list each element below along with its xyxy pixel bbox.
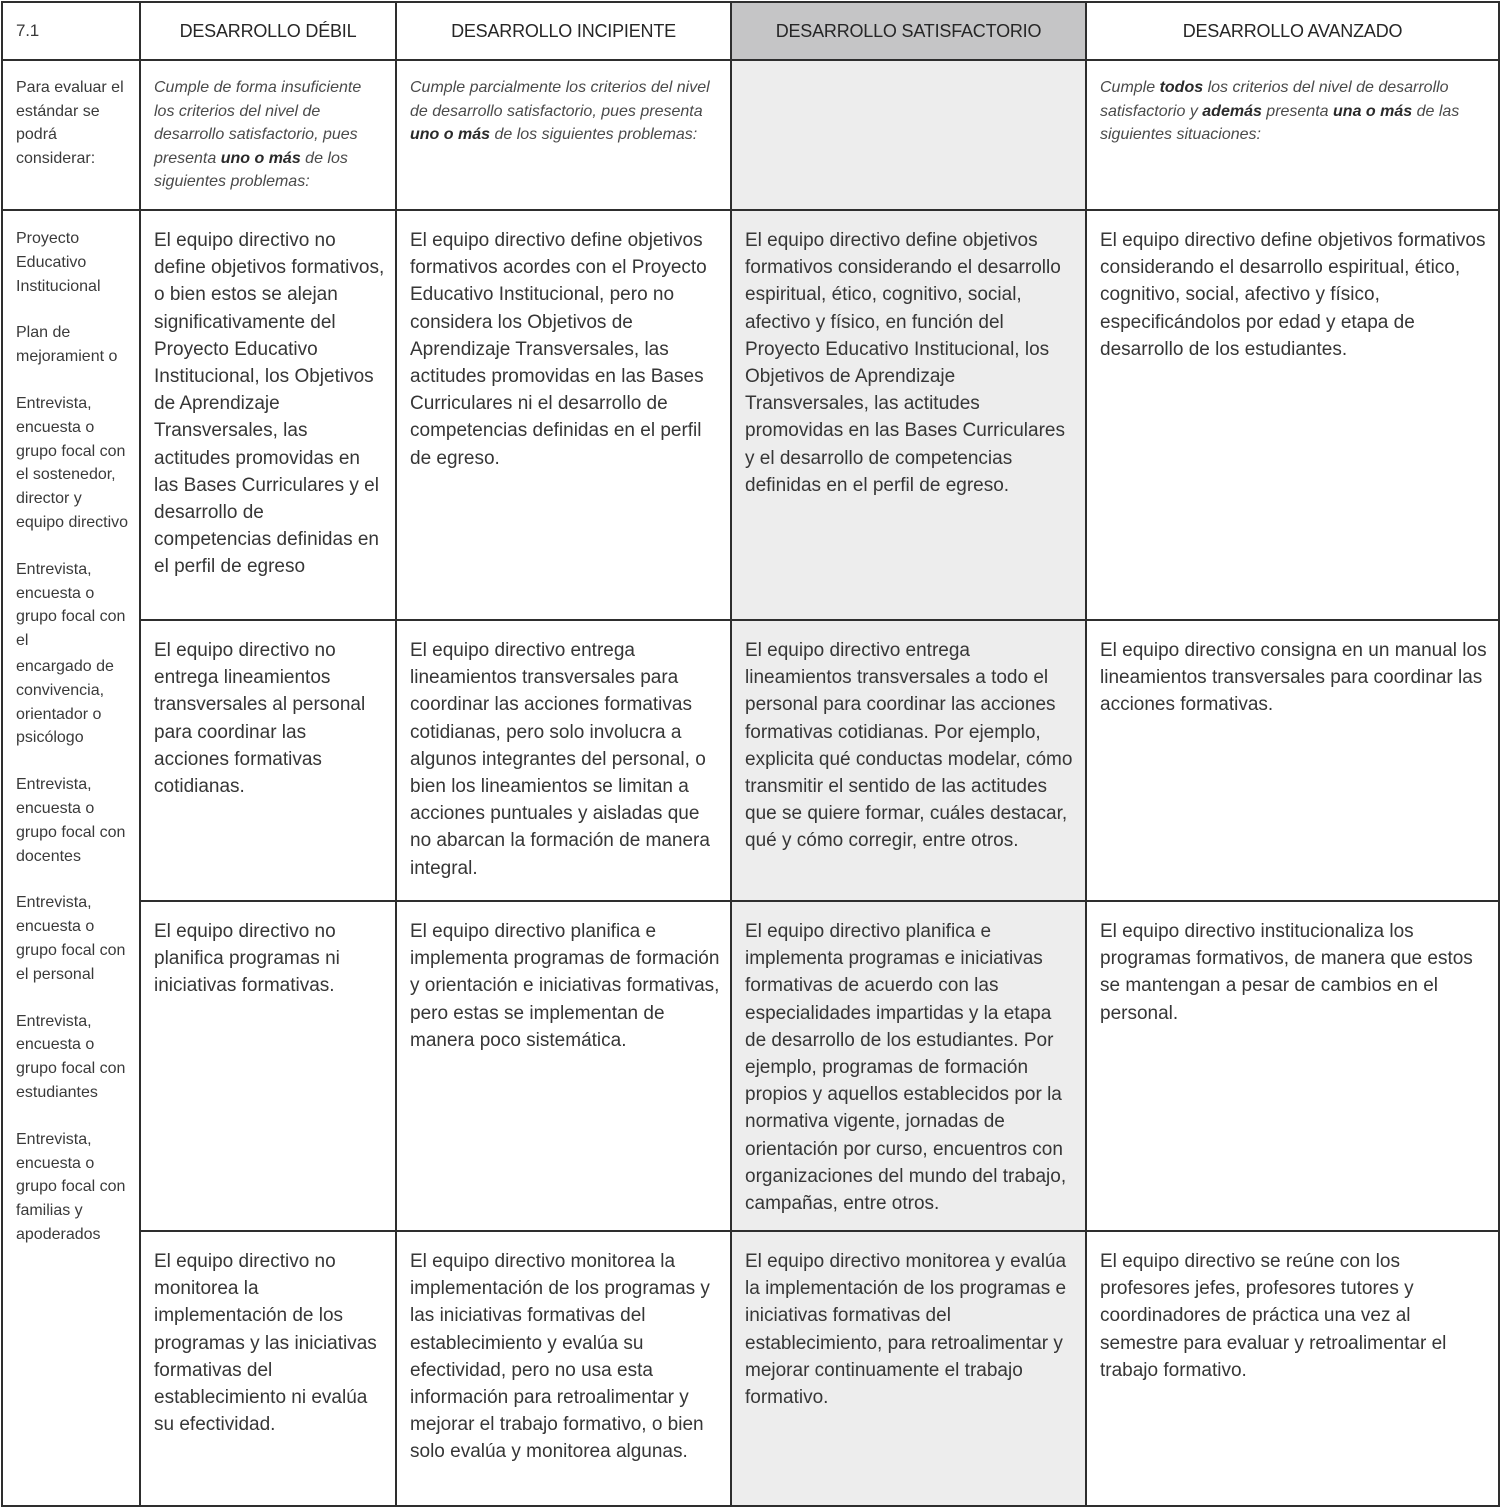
intro-advanced-emphasis-3: una o más xyxy=(1333,102,1413,120)
intro-row xyxy=(2,60,1499,210)
source-item: Entrevista, encuesta o grupo focal con el xyxy=(16,560,126,650)
row-3-advanced: El equipo directivo institucionaliza los programas formativos, de manera que estos se mantengan a pesar de cambios en el personal. xyxy=(1086,901,1499,1231)
row-1-advanced: El equipo directivo define objetivos formativos considerando el desarrollo espiritual, ético, cognitivo, social, afectivo y físico, especificándolos por edad y etapa de desarrollo de los estudiantes. xyxy=(1086,210,1499,620)
intro-advanced-text: Cumple xyxy=(1100,79,1160,96)
source-item: Entrevista, encuesta o grupo focal con estudiantes xyxy=(16,1012,126,1101)
intro-advanced-emphasis-1: todos xyxy=(1159,79,1204,96)
intro-satisfactory xyxy=(731,60,1086,210)
row-1-satisfactory: El equipo directivo define objetivos formativos considerando el desarrollo espiritual, ético, cognitivo, social, afectivo y físico, en función del Proyecto Educativo Institucional, los Objetivos de Aprendizaje Transversales, las actitudes promovidas en las Bases Curriculares y el desarrollo de competencias definidas en el perfil de egreso. xyxy=(731,210,1086,620)
row-2-weak: El equipo directivo no entrega lineamientos transversales al personal para coordinar las acciones formativas cotidianas. xyxy=(140,620,396,901)
row-3-weak: El equipo directivo no planifica programas ni iniciativas formativas. xyxy=(140,901,396,1231)
criterion-row-2 xyxy=(2,620,1499,901)
source-item: Entrevista, encuesta o grupo focal con el personal xyxy=(16,894,126,983)
intro-advanced-text-2: los criterios del nivel de desarrollo satisfactorio y xyxy=(1100,79,1449,120)
intro-weak-emphasis: uno o más xyxy=(220,149,301,167)
column-header-weak: DESARROLLO DÉBIL xyxy=(140,2,396,60)
intro-weak xyxy=(140,60,396,210)
standard-code: 7.1 xyxy=(2,2,140,60)
source-item: encargado de convivencia, orientador o psicólogo xyxy=(16,657,114,747)
rubric-table xyxy=(1,1,1500,1507)
row-4-advanced: El equipo directivo se reúne con los profesores jefes, profesores tutores y coordinadores de práctica una vez al semestre para evaluar y retroalimentar el trabajo formativo. xyxy=(1086,1231,1499,1506)
row-3-incipient: El equipo directivo planifica e implementa programas de formación y orientación e iniciativas formativas, pero estas se implementan de manera poco sistemática. xyxy=(396,901,731,1231)
intro-weak-text-end: de los siguientes problemas: xyxy=(154,149,348,190)
evaluation-label: Para evaluar el estándar se podrá considerar: xyxy=(2,60,140,210)
intro-weak-text: Cumple de forma insuficiente los criterios del nivel de desarrollo satisfactorio, pues presenta xyxy=(154,79,362,167)
source-item: Plan de mejoramient o xyxy=(16,324,118,366)
column-header-advanced: DESARROLLO AVANZADO xyxy=(1086,2,1499,60)
row-4-satisfactory: El equipo directivo monitorea y evalúa la implementación de los programas e iniciativas formativas del establecimiento, para retroalimentar y mejorar continuamente el trabajo formativo. xyxy=(731,1231,1086,1506)
column-header-incipient: DESARROLLO INCIPIENTE xyxy=(396,2,731,60)
row-3-satisfactory: El equipo directivo planifica e implementa programas e iniciativas formativas de acuerdo con las especialidades impartidas y la etapa de desarrollo de los estudiantes. Por ejemplo, programas de formación propios y aquellos establecidos por la normativa vigente, jornadas de orientación por curso, encuentros con organizaciones del mundo del trabajo, campañas, entre otros. xyxy=(731,901,1086,1231)
evidence-sources xyxy=(2,210,140,1506)
row-4-incipient: El equipo directivo monitorea la implementación de los programas y las iniciativas formativas del establecimiento y evalúa su efectividad, pero no usa esta información para retroalimentar y mejorar el trabajo formativo, o bien solo evalúa y monitorea algunas. xyxy=(396,1231,731,1506)
row-2-incipient: El equipo directivo entrega lineamientos transversales para coordinar las acciones formativas cotidianas, pero solo involucra a algunos integrantes del personal, o bien los lineamientos se limitan a acciones puntuales y aisladas que no abarcan la formación de manera integral. xyxy=(396,620,731,901)
source-item: Entrevista, encuesta o grupo focal con el sostenedor, director y equipo directivo xyxy=(16,394,129,531)
criterion-row-4 xyxy=(2,1231,1499,1506)
row-2-advanced: El equipo directivo consigna en un manual los lineamientos transversales para coordinar las acciones formativas. xyxy=(1086,620,1499,901)
intro-advanced-text-end: de las siguientes situaciones: xyxy=(1100,102,1460,143)
intro-incipient-emphasis: uno o más xyxy=(410,126,491,143)
row-1-incipient: El equipo directivo define objetivos formativos acordes con el Proyecto Educativo Institucional, pero no considera los Objetivos de Aprendizaje Transversales, las actitudes promovidas en las Bases Curriculares ni el desarrollo de competencias definidas en el perfil de egreso. xyxy=(396,210,731,620)
row-2-satisfactory: El equipo directivo entrega lineamientos transversales a todo el personal para coordinar las acciones formativas cotidianas. Por ejemplo, explicita qué conductas modelar, cómo transmitir el sentido de las actitudes que se quiere formar, cuáles destacar, qué y cómo corregir, entre otros. xyxy=(731,620,1086,901)
intro-incipient-text-end: de los siguientes problemas: xyxy=(490,126,698,143)
source-item: Entrevista, encuesta o grupo focal con docentes xyxy=(16,776,126,865)
intro-incipient xyxy=(396,60,731,210)
intro-advanced xyxy=(1086,60,1499,210)
column-header-satisfactory: DESARROLLO SATISFACTORIO xyxy=(731,2,1086,60)
intro-incipient-text: Cumple parcialmente los criterios del nivel de desarrollo satisfactorio, pues presenta xyxy=(410,79,710,120)
intro-advanced-emphasis-2: además xyxy=(1202,102,1262,120)
criterion-row-1 xyxy=(2,210,1499,620)
intro-advanced-text-3: presenta xyxy=(1261,102,1334,120)
row-1-weak: El equipo directivo no define objetivos formativos, o bien estos se alejan significativamente del Proyecto Educativo Institucional, los Objetivos de Aprendizaje Transversales, las actitudes promovidas en las Bases Curriculares y el desarrollo de competencias definidas en el perfil de egreso xyxy=(140,210,396,620)
source-item: Entrevista, encuesta o grupo focal con familias y apoderados xyxy=(16,1130,126,1243)
criterion-row-3 xyxy=(2,901,1499,1231)
header-row xyxy=(2,2,1499,60)
source-item: Proyecto Educativo Institucional xyxy=(16,230,101,295)
row-4-weak: El equipo directivo no monitorea la implementación de los programas y las iniciativas formativas del establecimiento ni evalúa su efectividad. xyxy=(140,1231,396,1506)
